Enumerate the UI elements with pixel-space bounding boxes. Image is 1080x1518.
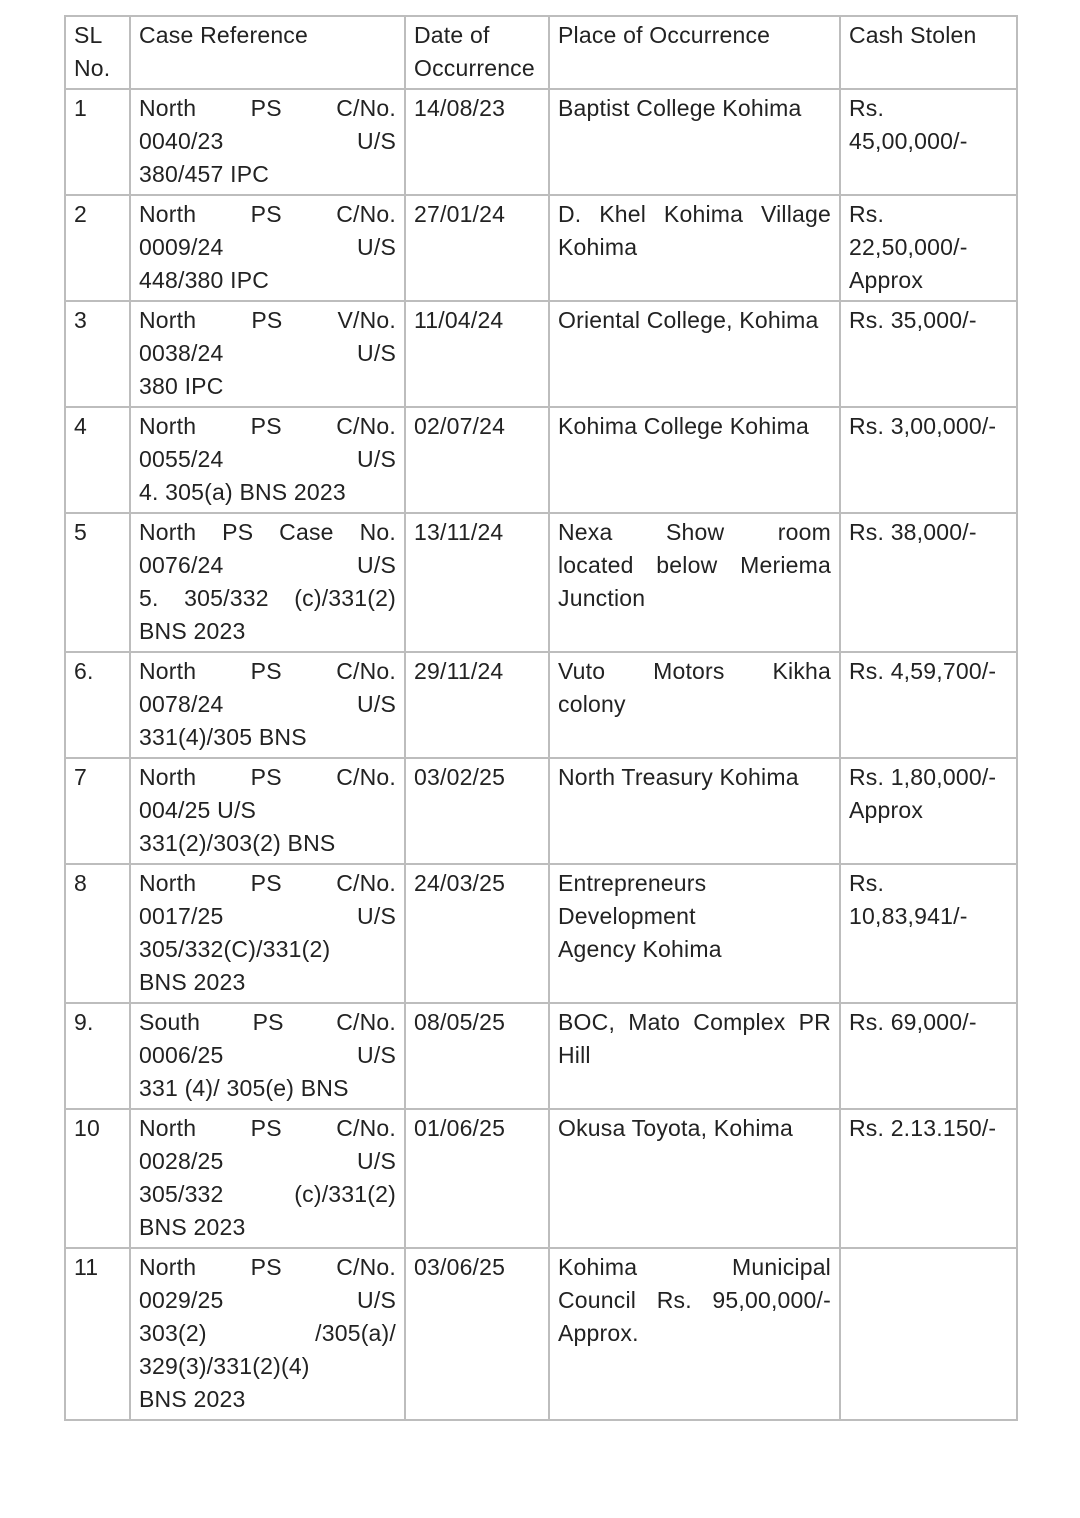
cell-case-reference-line: North PS C/No. [139,658,396,684]
table-row [65,195,1017,301]
cell-sl-no: 11 [65,1248,130,1420]
table-row [65,89,1017,195]
cell-place [549,758,840,864]
cell-place-line: Junction [558,585,646,611]
cell-date: 02/07/24 [405,407,549,513]
table-row [65,652,1017,758]
cases-table [64,15,1018,1421]
cell-sl-no: 1 [65,89,130,195]
cell-case-reference-line: North PS C/No. [139,95,396,121]
cell-place-line: North Treasury Kohima [558,764,799,790]
cell-date: 24/03/25 [405,864,549,1003]
cell-place-line: Nexa Show room [558,519,831,545]
cell-case-reference-line: 0076/24 U/S [139,552,396,578]
cell-place-line: Development [558,903,696,929]
cell-cash-stolen-line: Rs. [849,201,885,227]
cell-place [549,652,840,758]
cell-place [549,301,840,407]
cell-sl-no: 4 [65,407,130,513]
cell-cash-stolen-line: Rs. 1,80,000/- [849,764,997,790]
cell-place-line: BOC, Mato Complex PR [558,1009,831,1035]
cell-place [549,1248,840,1420]
cell-case-reference-line: North PS Case No. [139,519,396,545]
cell-case-reference [130,513,405,652]
cell-sl-no: 10 [65,1109,130,1248]
cell-case-reference [130,407,405,513]
table-row [65,1109,1017,1248]
cell-case-reference [130,89,405,195]
cell-case-reference [130,864,405,1003]
cell-sl-no: 6. [65,652,130,758]
cell-case-reference-line: 303(2) /305(a)/ [139,1320,396,1346]
cell-place [549,1109,840,1248]
cell-cash-stolen [840,652,1017,758]
cell-sl-no: 9. [65,1003,130,1109]
cell-case-reference-line: 380/457 IPC [139,161,270,187]
cell-place-line: D. Khel Kohima Village [558,201,831,227]
cell-case-reference [130,1248,405,1420]
cell-case-reference-line: 0029/25 U/S [139,1287,396,1313]
cell-case-reference-line: 0078/24 U/S [139,691,396,717]
cell-place-line: Okusa Toyota, Kohima [558,1115,793,1141]
cell-cash-stolen [840,864,1017,1003]
cell-place-line: Kohima College Kohima [558,413,809,439]
header-row [65,16,1017,89]
cell-case-reference [130,1003,405,1109]
cell-place [549,89,840,195]
cell-place-line: Vuto Motors Kikha [558,658,831,684]
cell-case-reference-line: 305/332(C)/331(2) [139,936,331,962]
cell-case-reference-line: 5. 305/332 (c)/331(2) [139,585,396,611]
cell-place [549,407,840,513]
cell-case-reference-line: North PS C/No. [139,201,396,227]
cell-cash-stolen-line: Rs. [849,870,885,896]
cell-cash-stolen-line: Rs. 35,000/- [849,307,977,333]
table-body [65,89,1017,1420]
table-row [65,1248,1017,1420]
cell-case-reference-line: 448/380 IPC [139,267,270,293]
table-row [65,864,1017,1003]
cell-cash-stolen-line: Rs. [849,95,885,121]
cell-case-reference-line: 0038/24 U/S [139,340,396,366]
cell-place-line: located below Meriema [558,552,831,578]
cell-place-line: Kohima [558,234,638,260]
table-row [65,758,1017,864]
cell-case-reference-line: North PS C/No. [139,413,396,439]
cell-place-line: Entrepreneurs [558,870,707,896]
cell-place-line: Hill [558,1042,591,1068]
cell-date: 11/04/24 [405,301,549,407]
cell-date: 08/05/25 [405,1003,549,1109]
cell-case-reference-line: North PS C/No. [139,870,396,896]
cell-place-line: colony [558,691,626,717]
cell-place-line: Kohima Municipal [558,1254,831,1280]
cell-cash-stolen-line: Approx [849,267,924,293]
cell-place [549,1003,840,1109]
cell-case-reference-line: 331(4)/305 BNS [139,724,307,750]
cell-date: 14/08/23 [405,89,549,195]
cell-cash-stolen-line: Rs. 2.13.150/- [849,1115,997,1141]
cell-place-line: Approx. [558,1320,639,1346]
cell-cash-stolen-line: Rs. 69,000/- [849,1009,977,1035]
table-row [65,407,1017,513]
header-date-of-occurrence: Date of Occurrence [405,16,549,89]
cell-place [549,513,840,652]
table-row [65,301,1017,407]
cell-case-reference-line: 0028/25 U/S [139,1148,396,1174]
header-place-of-occurrence: Place of Occurrence [549,16,840,89]
cell-sl-no: 5 [65,513,130,652]
cell-case-reference-line: 331(2)/303(2) BNS [139,830,336,856]
cell-case-reference-line: 4. 305(a) BNS 2023 [139,479,346,505]
cell-place-line: Baptist College Kohima [558,95,802,121]
cell-date: 27/01/24 [405,195,549,301]
table-row [65,1003,1017,1109]
cell-cash-stolen [840,301,1017,407]
header-cash-stolen: Cash Stolen [840,16,1017,89]
cell-case-reference-line: 0055/24 U/S [139,446,396,472]
cell-case-reference-line: North PS C/No. [139,764,396,790]
cell-case-reference-line: 329(3)/331(2)(4) [139,1353,310,1379]
cell-cash-stolen-line: 22,50,000/- [849,234,968,260]
header-case-reference: Case Reference [130,16,405,89]
cell-case-reference [130,195,405,301]
table-row [65,513,1017,652]
cell-place [549,195,840,301]
cell-place-line: Council Rs. 95,00,000/- [558,1287,831,1313]
cell-cash-stolen-line: Rs. 3,00,000/- [849,413,997,439]
cell-cash-stolen [840,513,1017,652]
cell-date: 01/06/25 [405,1109,549,1248]
cell-case-reference-line: 0017/25 U/S [139,903,396,929]
cell-case-reference-line: 331 (4)/ 305(e) BNS [139,1075,349,1101]
cell-cash-stolen [840,195,1017,301]
cell-cash-stolen [840,1109,1017,1248]
cell-cash-stolen [840,89,1017,195]
cell-case-reference [130,652,405,758]
cell-date: 29/11/24 [405,652,549,758]
cell-case-reference-line: BNS 2023 [139,1214,246,1240]
cell-cash-stolen-line: 45,00,000/- [849,128,968,154]
cell-case-reference-line: 0006/25 U/S [139,1042,396,1068]
cell-cash-stolen [840,1248,1017,1420]
cell-place [549,864,840,1003]
cell-cash-stolen-line: Approx [849,797,924,823]
cell-case-reference-line: BNS 2023 [139,1386,246,1412]
cell-case-reference [130,758,405,864]
cell-case-reference-line: 0040/23 U/S [139,128,396,154]
cell-place-line: Agency Kohima [558,936,722,962]
cell-cash-stolen-line: Rs. 38,000/- [849,519,977,545]
cell-date: 13/11/24 [405,513,549,652]
cell-case-reference-line: South PS C/No. [139,1009,396,1035]
cell-place-line: Oriental College, Kohima [558,307,819,333]
cell-sl-no: 2 [65,195,130,301]
cell-case-reference-line: 305/332 (c)/331(2) [139,1181,396,1207]
cell-case-reference-line: North PS C/No. [139,1254,396,1280]
cell-cash-stolen [840,407,1017,513]
cell-cash-stolen-line: Rs. 4,59,700/- [849,658,997,684]
cell-cash-stolen [840,758,1017,864]
cell-case-reference-line: BNS 2023 [139,618,246,644]
cell-sl-no: 3 [65,301,130,407]
cell-case-reference [130,1109,405,1248]
cell-case-reference-line: North PS C/No. [139,1115,396,1141]
cell-date: 03/02/25 [405,758,549,864]
cell-case-reference-line: North PS V/No. [139,307,396,333]
cell-case-reference [130,301,405,407]
cell-case-reference-line: 004/25 U/S [139,797,257,823]
cell-case-reference-line: 0009/24 U/S [139,234,396,260]
cell-cash-stolen-line: 10,83,941/- [849,903,968,929]
header-sl-no: SL No. [65,16,130,89]
cell-case-reference-line: 380 IPC [139,373,224,399]
cell-date: 03/06/25 [405,1248,549,1420]
cell-sl-no: 7 [65,758,130,864]
cell-case-reference-line: BNS 2023 [139,969,246,995]
cell-cash-stolen [840,1003,1017,1109]
cell-sl-no: 8 [65,864,130,1003]
